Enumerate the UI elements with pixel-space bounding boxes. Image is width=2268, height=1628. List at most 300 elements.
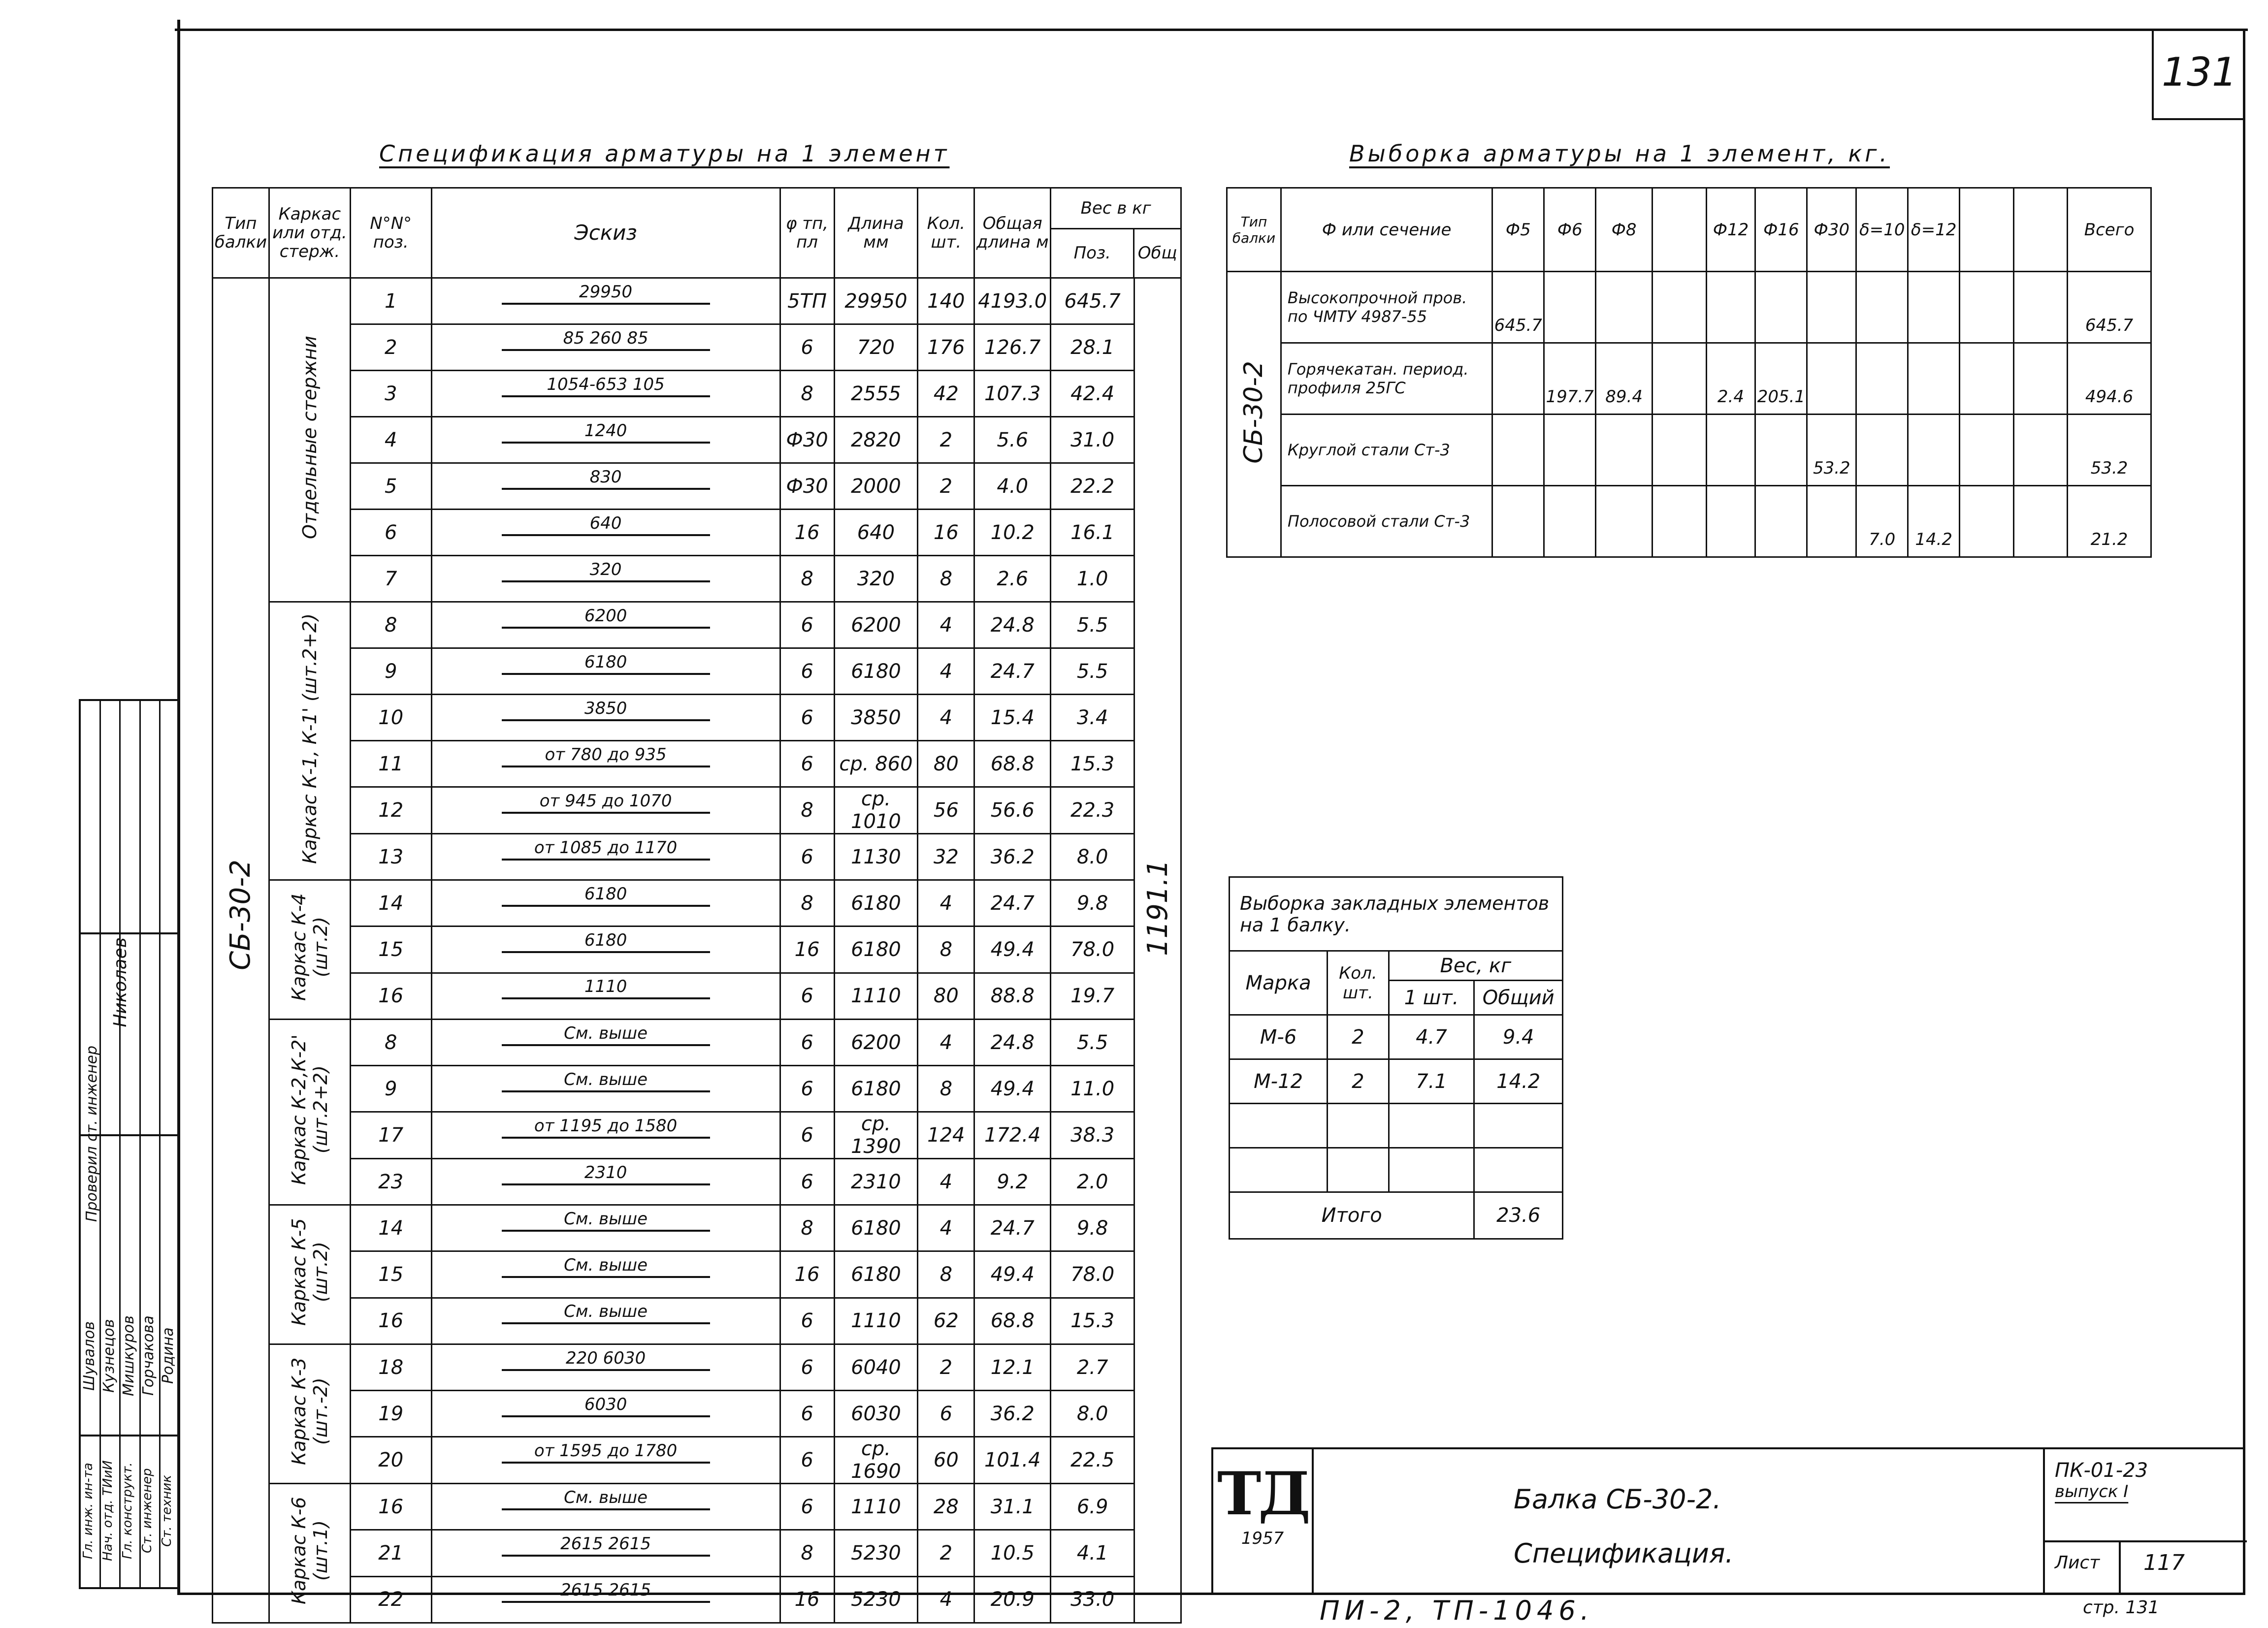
spec-len: 6180 — [834, 648, 918, 695]
sel-hdr-col: δ=10 — [1856, 188, 1908, 272]
sketch-label: См. выше — [564, 1255, 648, 1275]
spec-pos: 6 — [350, 510, 431, 556]
rebar-line — [502, 1230, 710, 1232]
rebar-line — [502, 349, 710, 351]
sel-hdr-total: Всего — [2068, 188, 2151, 272]
spec-len: 6200 — [834, 602, 918, 648]
sel-value — [2013, 343, 2068, 415]
spec-qty: 176 — [918, 324, 974, 371]
spec-phi: 6 — [780, 1437, 834, 1484]
sketch-cell — [431, 880, 780, 926]
spec-pos: 17 — [350, 1112, 431, 1159]
sketch-cell — [431, 741, 780, 787]
embedded-table — [1229, 876, 1563, 1240]
sketch-cell — [431, 463, 780, 510]
rebar-line — [502, 1555, 710, 1557]
spec-row — [213, 695, 1181, 741]
hdr-weight-title: Вес в кг — [1051, 189, 1180, 229]
spec-w: 6.9 — [1051, 1484, 1134, 1530]
logo: ТД — [1217, 1459, 1308, 1529]
rebar-line — [502, 1090, 710, 1092]
emb-hdr-mark: Марка — [1230, 951, 1328, 1015]
spec-row — [213, 1112, 1181, 1159]
spec-phi: 8 — [780, 880, 834, 926]
spec-row — [213, 324, 1181, 371]
sketch-label: 220 6030 — [565, 1348, 646, 1368]
total-weight: 1191.1 — [1141, 860, 1174, 956]
hdr-sketch: Эскиз — [431, 188, 780, 278]
spec-qty: 4 — [918, 695, 974, 741]
sketch-label: 1054-653 105 — [547, 374, 665, 394]
sketch-label: 85 260 85 — [563, 328, 648, 348]
spec-row — [213, 1437, 1181, 1484]
logo-box — [1213, 1449, 1314, 1595]
spec-tlen: 126.7 — [974, 324, 1051, 371]
rebar-line — [502, 1415, 710, 1417]
spec-phi: 5ТП — [780, 278, 834, 324]
frame-group-name: Каркас К-3 (шт.-2) — [288, 1357, 331, 1466]
sel-value — [1856, 272, 1908, 343]
spec-row — [213, 1205, 1181, 1251]
spec-len: 6180 — [834, 1205, 918, 1251]
sel-row-total: 53.2 — [2068, 415, 2151, 486]
spec-qty: 42 — [918, 371, 974, 417]
sel-row-total: 494.6 — [2068, 343, 2151, 415]
spec-title: Спецификация арматуры на 1 элемент — [379, 140, 950, 167]
frame-top-line — [175, 29, 2248, 31]
frame-group-cell — [269, 1484, 350, 1623]
sel-row-name: Круглой стали Ст-3 — [1281, 415, 1492, 486]
sketch-cell — [431, 1066, 780, 1112]
sketch-label: 6180 — [584, 930, 627, 950]
side-name: Кузнецов — [100, 1319, 118, 1393]
sel-value — [1908, 415, 1960, 486]
spec-qty: 8 — [918, 556, 974, 602]
sel-row-total: 645.7 — [2068, 272, 2151, 343]
sketch-label: См. выше — [564, 1487, 648, 1507]
rebar-line — [502, 951, 710, 953]
spec-pos: 8 — [350, 602, 431, 648]
sketch-label: 320 — [589, 559, 622, 579]
rebar-sketch — [432, 742, 779, 786]
spec-qty: 56 — [918, 787, 974, 834]
rebar-sketch — [432, 557, 779, 601]
sketch-cell — [431, 1344, 780, 1391]
sketch-label: от 945 до 1070 — [539, 791, 672, 811]
spec-qty: 4 — [918, 1205, 974, 1251]
spec-phi: 6 — [780, 648, 834, 695]
sketch-cell — [431, 371, 780, 417]
frame-group-cell — [269, 1205, 350, 1344]
sketch-cell — [431, 1112, 780, 1159]
spec-row — [213, 278, 1181, 324]
spec-w: 2.0 — [1051, 1159, 1134, 1205]
spec-row — [213, 1391, 1181, 1437]
spec-w: 1.0 — [1051, 556, 1134, 602]
check-role: Проверил ст. инженер — [83, 1046, 100, 1222]
sketch-label: от 1085 до 1170 — [534, 837, 678, 858]
spec-pos: 10 — [350, 695, 431, 741]
sketch-cell — [431, 324, 780, 371]
emb-hdr-weight: Вес, кг — [1389, 951, 1562, 981]
spec-qty: 2 — [918, 1530, 974, 1576]
sketch-cell — [431, 417, 780, 463]
sel-value — [1908, 272, 1960, 343]
side-name: Горчакова — [140, 1315, 157, 1396]
spec-tlen: 31.1 — [974, 1484, 1051, 1530]
spec-tlen: 2.6 — [974, 556, 1051, 602]
emb-total-label: Итого — [1230, 1192, 1474, 1239]
sketch-cell — [431, 1205, 780, 1251]
side-stamp — [79, 699, 179, 1589]
spec-qty: 8 — [918, 1251, 974, 1298]
sketch-cell — [431, 1484, 780, 1530]
rebar-sketch — [432, 1021, 779, 1065]
spec-len: 1110 — [834, 1484, 918, 1530]
sel-value — [1856, 343, 1908, 415]
side-role: Ст. техник — [160, 1475, 174, 1547]
sel-value — [1856, 415, 1908, 486]
doc-title: Балка СБ-30-2. — [1514, 1484, 1721, 1515]
rebar-line — [502, 1462, 710, 1464]
rebar-line — [502, 303, 710, 305]
emb-empty-row — [1230, 1104, 1563, 1148]
sketch-label: См. выше — [564, 1069, 648, 1089]
sketch-cell — [431, 510, 780, 556]
rebar-line — [502, 1369, 710, 1371]
spec-w: 8.0 — [1051, 1391, 1134, 1437]
spec-pos: 9 — [350, 648, 431, 695]
spec-qty: 4 — [918, 1159, 974, 1205]
spec-w: 3.4 — [1051, 695, 1134, 741]
spec-pos: 16 — [350, 1484, 431, 1530]
spec-pos: 15 — [350, 926, 431, 973]
sel-beam-cell — [1227, 272, 1281, 557]
selection-table — [1226, 187, 2152, 558]
sel-row — [1227, 415, 2151, 486]
spec-w: 78.0 — [1051, 926, 1134, 973]
spec-w: 8.0 — [1051, 834, 1134, 880]
spec-tlen: 68.8 — [974, 741, 1051, 787]
bottom-note: ПИ-2, ТП-1046. — [1320, 1595, 1594, 1626]
spec-qty: 4 — [918, 880, 974, 926]
sketch-label: от 780 до 935 — [545, 744, 667, 765]
spec-row — [213, 1298, 1181, 1344]
emb-empty-row — [1230, 1148, 1563, 1192]
spec-len: 6180 — [834, 1251, 918, 1298]
frame-group-name: Каркас К-4 (шт.2) — [288, 893, 331, 1001]
hdr-qty: Кол. шт. — [918, 188, 974, 278]
selection-title: Выборка арматуры на 1 элемент, кг. — [1349, 140, 1890, 167]
sketch-label: 6030 — [584, 1394, 627, 1414]
beam-type-cell — [213, 278, 269, 1623]
side-name: Родина — [160, 1327, 177, 1384]
side-role: Ст. инженер — [140, 1468, 155, 1554]
spec-pos: 1 — [350, 278, 431, 324]
sel-value — [1652, 343, 1707, 415]
spec-row — [213, 556, 1181, 602]
spec-tlen: 49.4 — [974, 1251, 1051, 1298]
spec-phi: 6 — [780, 324, 834, 371]
spec-w: 645.7 — [1051, 278, 1134, 324]
frame-group-name: Каркас К-6 (шт.1) — [288, 1497, 331, 1605]
spec-row — [213, 926, 1181, 973]
sel-value — [1960, 272, 2014, 343]
hdr-type: Тип балки — [213, 188, 269, 278]
spec-phi: 6 — [780, 1484, 834, 1530]
sel-value — [1706, 272, 1755, 343]
sel-row — [1227, 343, 2151, 415]
spec-phi: Ф30 — [780, 463, 834, 510]
rebar-line — [502, 488, 710, 490]
sel-row — [1227, 486, 2151, 557]
side-role: Гл. инж. ин-та — [81, 1463, 96, 1559]
spec-len: 29950 — [834, 278, 918, 324]
emb-mark: М-12 — [1230, 1059, 1328, 1104]
spec-tlen: 15.4 — [974, 695, 1051, 741]
total-weight-cell — [1134, 278, 1181, 1623]
rebar-line — [502, 1601, 710, 1603]
sketch-cell — [431, 1576, 780, 1623]
page-ref: стр. 131 — [2083, 1597, 2160, 1618]
spec-phi: 6 — [780, 695, 834, 741]
spec-len: 2000 — [834, 463, 918, 510]
spec-w: 5.5 — [1051, 602, 1134, 648]
sel-value — [1596, 415, 1652, 486]
spec-row — [213, 1344, 1181, 1391]
rebar-sketch — [432, 1252, 779, 1297]
spec-tlen: 68.8 — [974, 1298, 1051, 1344]
spec-tlen: 4193.0 — [974, 278, 1051, 324]
sel-value — [1807, 343, 1856, 415]
sel-value: 53.2 — [1807, 415, 1856, 486]
spec-w: 33.0 — [1051, 1576, 1134, 1623]
sel-value — [1960, 486, 2014, 557]
sel-value — [1706, 415, 1755, 486]
spec-row — [213, 417, 1181, 463]
rebar-sketch — [432, 1160, 779, 1204]
spec-phi: 8 — [780, 1205, 834, 1251]
sel-value: 645.7 — [1492, 272, 1544, 343]
rebar-sketch — [432, 418, 779, 462]
sel-hdr-col — [1960, 188, 2014, 272]
sel-row-name: Высокопрочной пров. по ЧМТУ 4987-55 — [1281, 272, 1492, 343]
spec-len: ср. 1390 — [834, 1112, 918, 1159]
sel-hdr-col — [1652, 188, 1707, 272]
sel-value — [1652, 415, 1707, 486]
rebar-line — [502, 997, 710, 999]
rebar-line — [502, 395, 710, 397]
spec-tlen: 49.4 — [974, 1066, 1051, 1112]
spec-tlen: 24.7 — [974, 880, 1051, 926]
spec-tlen: 56.6 — [974, 787, 1051, 834]
spec-w: 9.8 — [1051, 880, 1134, 926]
sel-value — [1706, 486, 1755, 557]
spec-phi: 6 — [780, 1020, 834, 1066]
spec-qty: 2 — [918, 417, 974, 463]
sketch-cell — [431, 278, 780, 324]
sketch-cell — [431, 1298, 780, 1344]
sel-value — [1544, 486, 1596, 557]
spec-w: 22.3 — [1051, 787, 1134, 834]
sel-hdr-col: Ф30 — [1807, 188, 1856, 272]
sketch-cell — [431, 602, 780, 648]
sel-value — [1544, 415, 1596, 486]
spec-len: 5230 — [834, 1576, 918, 1623]
spec-row — [213, 880, 1181, 926]
frame-group-cell — [269, 1020, 350, 1205]
sel-value: 89.4 — [1596, 343, 1652, 415]
rebar-line — [502, 1137, 710, 1139]
spec-qty: 28 — [918, 1484, 974, 1530]
spec-row — [213, 741, 1181, 787]
spec-pos: 12 — [350, 787, 431, 834]
sel-hdr-col: δ=12 — [1908, 188, 1960, 272]
spec-phi: 16 — [780, 1251, 834, 1298]
spec-qty: 2 — [918, 1344, 974, 1391]
spec-pos: 22 — [350, 1576, 431, 1623]
rebar-sketch — [432, 788, 779, 832]
spec-pos: 14 — [350, 1205, 431, 1251]
spec-pos: 21 — [350, 1530, 431, 1576]
spec-len: 320 — [834, 556, 918, 602]
rebar-sketch — [432, 1438, 779, 1482]
sketch-label: См. выше — [564, 1302, 648, 1322]
rebar-sketch — [432, 649, 779, 694]
spec-w: 22.2 — [1051, 463, 1134, 510]
spec-qty: 80 — [918, 741, 974, 787]
spec-w: 5.5 — [1051, 648, 1134, 695]
sketch-cell — [431, 1437, 780, 1484]
rebar-line — [502, 1183, 710, 1185]
rebar-line — [502, 1322, 710, 1324]
page-number: 131 — [2162, 49, 2237, 95]
hdr-weight-total: Общ — [1137, 243, 1177, 263]
rebar-line — [502, 673, 710, 675]
spec-qty: 124 — [918, 1112, 974, 1159]
sel-hdr-col: Ф16 — [1755, 188, 1807, 272]
sel-value — [1755, 272, 1807, 343]
sel-value — [2013, 415, 2068, 486]
emb-hdr-total: Общий — [1474, 981, 1563, 1015]
rebar-line — [502, 627, 710, 629]
sel-row-name: Горячекатан. период. профиля 25ГС — [1281, 343, 1492, 415]
sel-value — [1908, 343, 1960, 415]
spec-len: 6200 — [834, 1020, 918, 1066]
rebar-line — [502, 719, 710, 721]
spec-len: 2820 — [834, 417, 918, 463]
spec-w: 15.3 — [1051, 1298, 1134, 1344]
sel-row — [1227, 272, 2151, 343]
sheet-label: Лист — [2055, 1553, 2100, 1573]
sel-value — [1807, 272, 1856, 343]
spec-qty: 2 — [918, 463, 974, 510]
title-block — [1211, 1447, 2245, 1595]
rebar-sketch — [432, 1531, 779, 1575]
spec-row — [213, 602, 1181, 648]
doc-code: ПК-01-23 — [2055, 1459, 2148, 1482]
sel-hdr-col: Ф6 — [1544, 188, 1596, 272]
spec-len: 1110 — [834, 1298, 918, 1344]
spec-len: 3850 — [834, 695, 918, 741]
hdr-weight-pos: Поз. — [1051, 229, 1134, 277]
frame-group-name: Каркас К-1, К-1' (шт.2+2) — [298, 613, 321, 864]
spec-tlen: 49.4 — [974, 926, 1051, 973]
sel-value — [1755, 486, 1807, 557]
spec-w: 22.5 — [1051, 1437, 1134, 1484]
spec-row — [213, 1066, 1181, 1112]
rebar-sketch — [432, 974, 779, 1018]
spec-tlen: 20.9 — [974, 1576, 1051, 1623]
spec-pos: 4 — [350, 417, 431, 463]
rebar-sketch — [432, 325, 779, 370]
sketch-label: 1110 — [584, 977, 627, 997]
spec-len: 640 — [834, 510, 918, 556]
rebar-sketch — [432, 1577, 779, 1622]
spec-row — [213, 1159, 1181, 1205]
rebar-sketch — [432, 1345, 779, 1390]
rebar-sketch — [432, 835, 779, 879]
rebar-sketch — [432, 279, 779, 323]
sel-value — [1807, 486, 1856, 557]
emb-total-value: 23.6 — [1474, 1192, 1563, 1239]
hdr-pos: N°N° поз. — [350, 188, 431, 278]
spec-row — [213, 973, 1181, 1019]
spec-phi: 6 — [780, 741, 834, 787]
spec-w: 42.4 — [1051, 371, 1134, 417]
spec-qty: 4 — [918, 1020, 974, 1066]
spec-w: 78.0 — [1051, 1251, 1134, 1298]
spec-phi: 8 — [780, 787, 834, 834]
spec-tlen: 24.7 — [974, 648, 1051, 695]
emb-hdr-one: 1 шт. — [1389, 981, 1474, 1015]
sel-value: 197.7 — [1544, 343, 1596, 415]
side-role: Гл. конструкт. — [120, 1462, 135, 1560]
spec-pos: 3 — [350, 371, 431, 417]
spec-row — [213, 1576, 1181, 1623]
sel-value — [1492, 415, 1544, 486]
sel-hdr-col: Ф8 — [1596, 188, 1652, 272]
sel-hdr-col: Ф5 — [1492, 188, 1544, 272]
spec-w: 5.5 — [1051, 1020, 1134, 1066]
frame-group-cell — [269, 278, 350, 602]
sel-value — [1652, 272, 1707, 343]
hdr-total-len: Общая длина м — [974, 188, 1051, 278]
sketch-label: 6180 — [584, 884, 627, 904]
spec-pos: 20 — [350, 1437, 431, 1484]
spec-tlen: 5.6 — [974, 417, 1051, 463]
sketch-cell — [431, 1530, 780, 1576]
hdr-phi: φ тп, пл — [780, 188, 834, 278]
emb-one: 4.7 — [1389, 1015, 1474, 1059]
spec-row — [213, 1484, 1181, 1530]
rebar-sketch — [432, 372, 779, 416]
spec-phi: Ф30 — [780, 417, 834, 463]
spec-pos: 14 — [350, 880, 431, 926]
spec-phi: 6 — [780, 1391, 834, 1437]
spec-row — [213, 371, 1181, 417]
spec-tlen: 172.4 — [974, 1112, 1051, 1159]
spec-len: 6180 — [834, 1066, 918, 1112]
spec-qty: 8 — [918, 926, 974, 973]
rebar-line — [502, 905, 710, 907]
spec-phi: 16 — [780, 926, 834, 973]
rebar-sketch — [432, 1113, 779, 1157]
frame-right-line — [2243, 29, 2245, 1594]
hdr-weight — [1051, 188, 1181, 278]
emb-qty: 2 — [1328, 1059, 1389, 1104]
spec-phi: 16 — [780, 510, 834, 556]
